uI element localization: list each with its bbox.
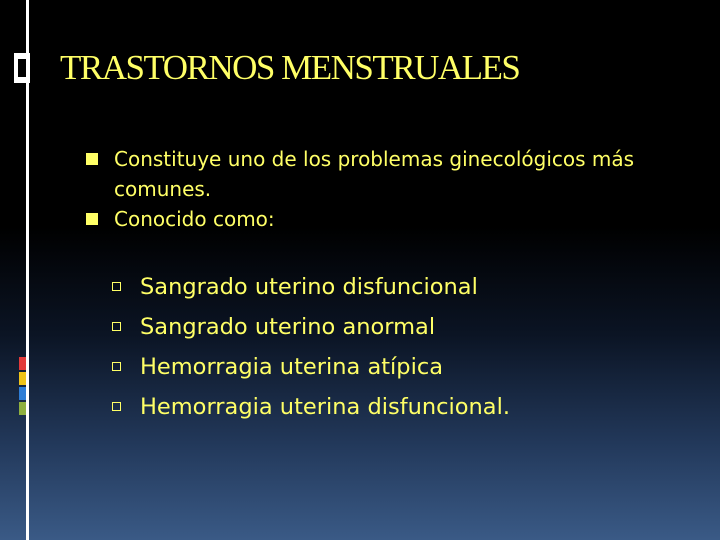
square-bullet-icon bbox=[86, 153, 98, 165]
bullet-list bbox=[86, 144, 686, 234]
title-marker-inner bbox=[18, 59, 26, 77]
sub-bullet-item bbox=[112, 387, 702, 427]
sub-bullet-text: Sangrado uterino anormal bbox=[140, 314, 436, 340]
sub-bullet-item bbox=[112, 267, 702, 307]
bullet-text: Conocido como: bbox=[114, 207, 275, 231]
hollow-square-bullet-icon bbox=[112, 362, 121, 371]
bullet-item bbox=[86, 144, 686, 204]
sub-bullet-list bbox=[112, 267, 702, 427]
hollow-square-bullet-icon bbox=[112, 322, 121, 331]
accent-square-red bbox=[19, 357, 26, 370]
bullet-item bbox=[86, 204, 686, 234]
hollow-square-bullet-icon bbox=[112, 282, 121, 291]
accent-square-blue bbox=[19, 387, 26, 400]
sub-bullet-text: Sangrado uterino disfuncional bbox=[140, 274, 478, 300]
hollow-square-bullet-icon bbox=[112, 402, 121, 411]
bullet-text: Constituye uno de los problemas ginecológicos más comunes. bbox=[114, 147, 635, 201]
slide-title: TRASTORNOS MENSTRUALES bbox=[60, 48, 520, 87]
sub-bullet-text: Hemorragia uterina atípica bbox=[140, 354, 443, 380]
sub-bullet-item bbox=[112, 347, 702, 387]
sub-bullet-text: Hemorragia uterina disfuncional. bbox=[140, 394, 510, 420]
sub-bullet-item bbox=[112, 307, 702, 347]
square-bullet-icon bbox=[86, 213, 98, 225]
accent-square-green bbox=[19, 402, 26, 415]
accent-square-yellow bbox=[19, 372, 26, 385]
